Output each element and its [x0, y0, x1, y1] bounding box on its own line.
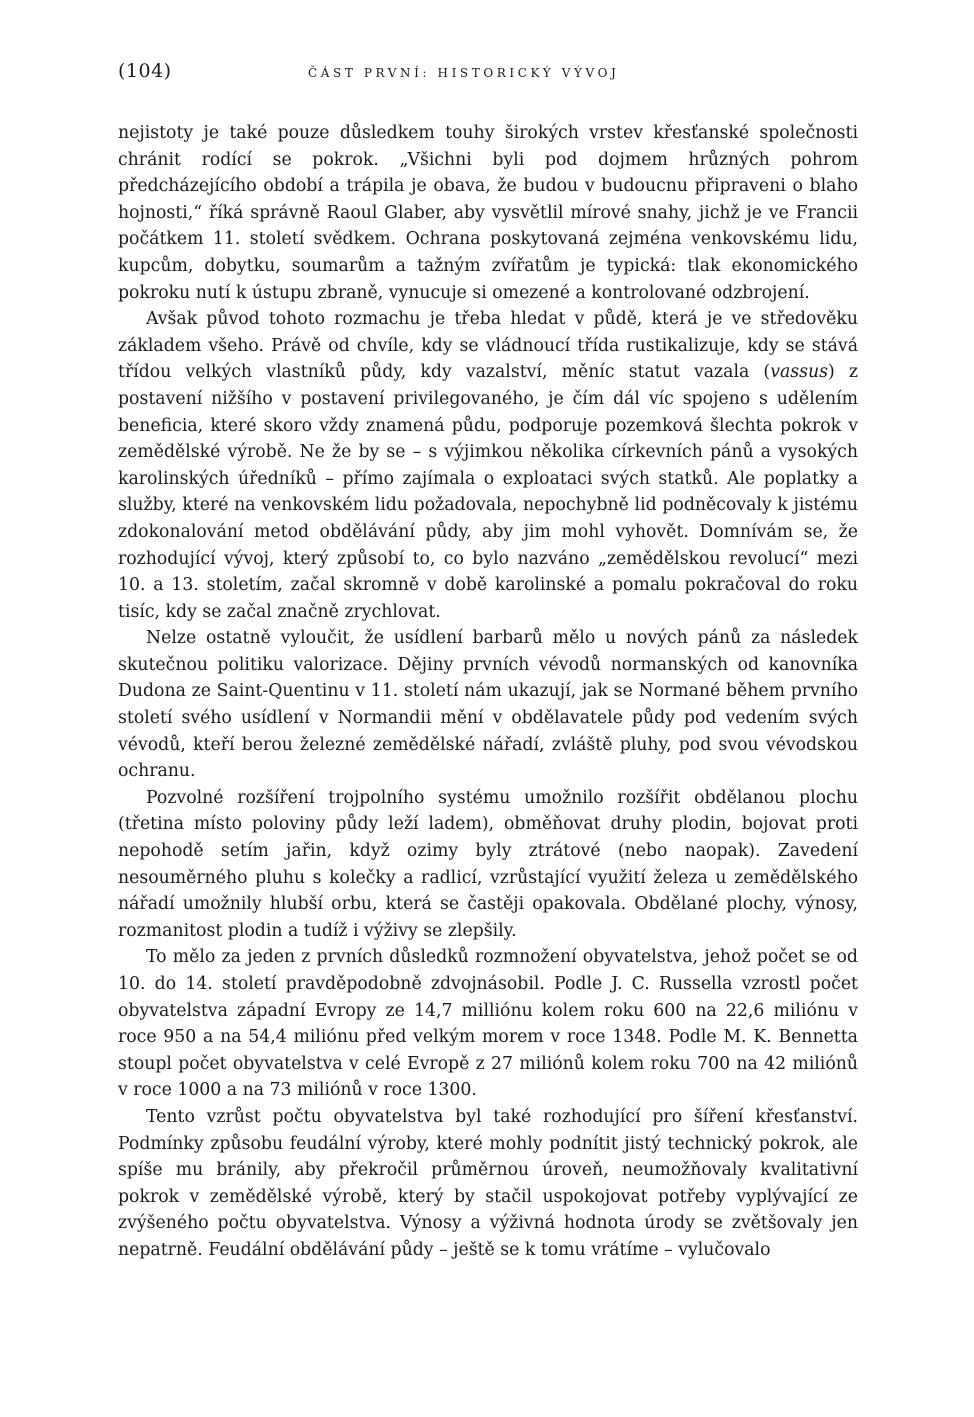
book-page — [118, 60, 858, 1264]
paragraph-6: Tento vzrůst počtu obyvatelstva byl také rozhodující pro šíření křesťanství. Podmínky způsobu feudální výroby, které mohly podnítit jistý technický pokrok, ale spíše mu bránily, aby překročil průměrnou úroveň, neumožňovaly kvalitativní pokrok v zemědělské výrobě, který by stačil uspokojovat potřeby vyplývající ze zvýšeného počtu obyvatelstva. Výnosy a výživná hodnota úrody se zvětšovaly jen nepatrně. Feudální obdělávání půdy – ještě se k tomu vrátíme – vylučovalo — [118, 1106, 858, 1260]
paragraph-2 — [118, 306, 858, 625]
running-title: ČÁST PRVNÍ: HISTORICKÝ VÝVOJ — [308, 66, 620, 80]
paragraph-5: To mělo za jeden z prvních důsledků rozmnožení obyvatelstva, jehož počet se od 10. do 14. století pravděpodobně zdvojnásobil. Podle J. C. Russella vzrostl počet obyvatelstva západní Evropy ze 14,7 milliónu kolem roku 600 na 22,6 miliónu v roce 950 a na 54,4 miliónu před velkým morem v roce 1348. Podle M. K. Bennetta stoupl počet obyvatelstva v celé Evropě z 27 miliónů kolem roku 700 na 42 miliónů v roce 1000 a na 73 miliónů v roce 1300. — [118, 947, 858, 1101]
running-header — [118, 60, 858, 94]
paragraph-2-text-after: ) z postavení nižšího v postavení privilegovaného, je čím dál víc spojeno s udělením beneficia, které skoro vždy znamená půdu, podporuje pozemková šlechta pokrok v zemědělské výrobě. Ne že by se – s výjimkou několika církevních pánů a vysokých karolinských úředníků – přímo zajímala o exploataci svých statků. Ale poplatky a služby, které na venkovském lidu požadovala, nepochybně lid podněcovaly k jistému zdokonalování metod obdělávání půdy, aby jim mohl vyhovět. Domnívám se, že rozhodující vývoj, který způsobí to, co bylo nazváno „zemědělskou revolucí“ mezi 10. a 13. stoletím, začal skromně v době karolinské a pomalu pokračoval do roku tisíc, kdy se začal značně zrychlovat. — [118, 362, 859, 622]
paragraph-2-text-before: Avšak původ tohoto rozmachu je třeba hledat v půdě, která je ve středověku základem všeho. Právě od chvíle, kdy se vládnoucí třída rustikalizuje, kdy se stává třídou velkých vlastníků půdy, kdy vazalství, měníc statut vazala ( — [118, 309, 858, 383]
paragraph-4: Pozvolné rozšíření trojpolního systému umožnilo rozšířit obdělanou plochu (třetina místo poloviny půdy leží ladem), obměňovat druhy plodin, bojovat proti nepohodě setím jařin, když ozimy byly ztrátové (nebo naopak). Zavedení nesouměrného pluhu s kolečky a radlicí, vzrůstající využití železa u zemědělského nářadí umožnily hlubší orbu, která se častěji opakovala. Obdělané plochy, výnosy, rozmanitost plodin a tudíž i výživy se zlepšily. — [118, 787, 858, 941]
paragraph-3: Nelze ostatně vyloučit, že usídlení barbarů mělo u nových pánů za následek skutečnou politiku valorizace. Dějiny prvních vévodů normanských od kanovníka Dudona ze Saint-Quentinu v 11. století nám ukazují, jak se Normané během prvního století svého usídlení v Normandii mění v obdělavatele půdy pod vedením svých vévodů, kteří berou železné zemědělské nářadí, zvláště pluhy, pod svou vévodskou ochranu. — [118, 628, 858, 782]
body-text — [118, 120, 858, 1264]
page-number: (104) — [118, 60, 172, 82]
paragraph-1: nejistoty je také pouze důsledkem touhy širokých vrstev křesťanské společnosti chránit rodící se pokrok. „Všichni byli pod dojmem hrůzných pohrom předcházejícího období a trápila je obava, že budou v budoucnu připraveni o blaho hojnosti,“ říká správně Raoul Glaber, aby vysvětlil mírové snahy, jichž je ve Francii počátkem 11. století svědkem. Ochrana poskytovaná zejména venkovskému lidu, kupcům, dobytku, soumarům a tažným zvířatům je typická: tlak ekonomického pokroku nutí k ústupu zbraně, vynucuje si omezené a kontrolované odzbrojení. — [118, 123, 858, 303]
paragraph-2-italic-term: vassus — [770, 362, 828, 383]
